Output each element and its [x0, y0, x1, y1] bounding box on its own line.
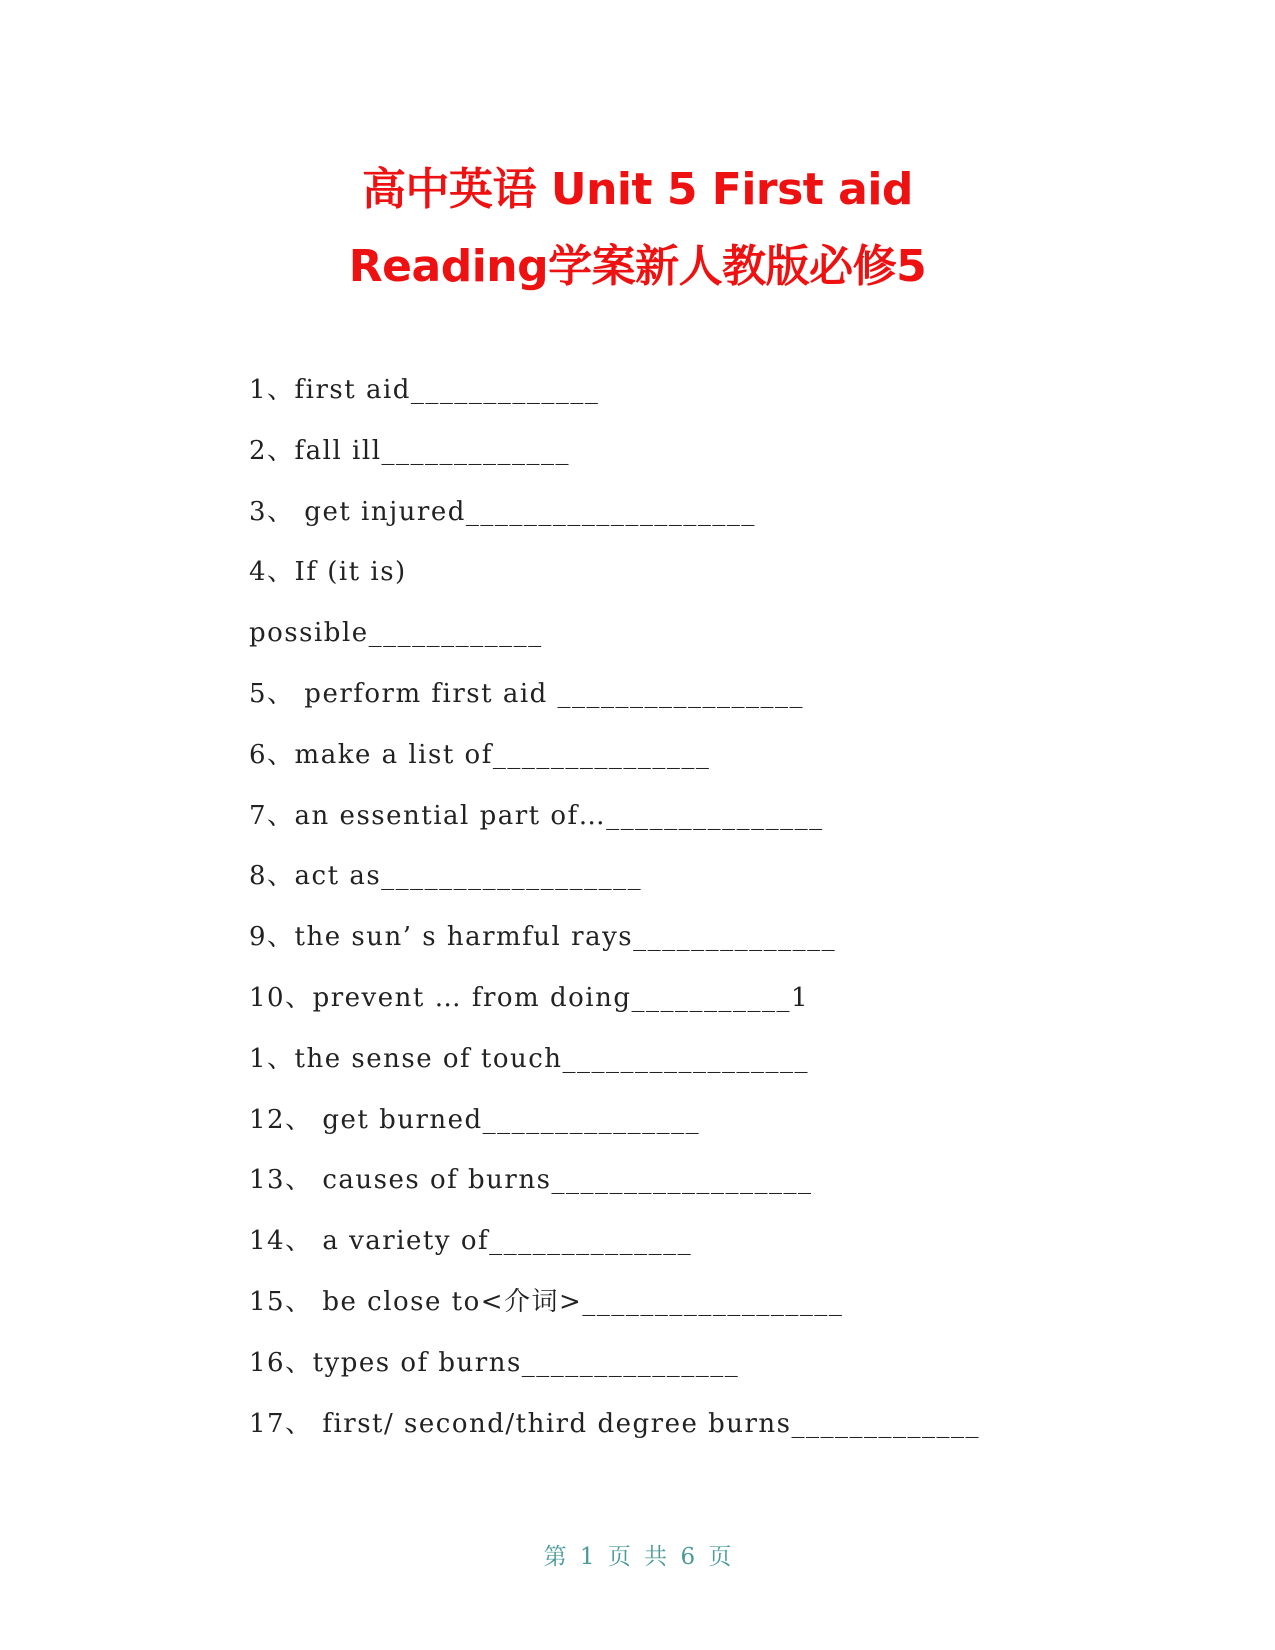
exercise-item: 1、the sense of touch_________________: [249, 1043, 810, 1074]
page-footer: 第 1 页 共 6 页: [543, 1544, 732, 1570]
exercise-item: 6、make a list of_______________: [249, 739, 711, 770]
exercise-item: 9、the sun’ s harmful rays______________: [249, 922, 837, 953]
exercise-list: [249, 374, 980, 1468]
exercise-item: 17、 first/ second/third degree burns_____________: [249, 1408, 981, 1439]
exercise-item: 5、 perform first aid _________________: [249, 678, 805, 709]
exercise-item: 10、prevent … from doing___________1: [249, 982, 810, 1013]
exercise-item: possible____________: [249, 618, 543, 649]
document-title-line-1: 高中英语 Unit 5 First aid: [362, 164, 913, 215]
exercise-item: 2、fall ill_____________: [249, 435, 571, 466]
exercise-item: 12、 get burned_______________: [249, 1104, 701, 1135]
exercise-item: 3、 get injured____________________: [249, 496, 756, 527]
exercise-item: 8、act as__________________: [249, 861, 643, 892]
exercise-item: 13、 causes of burns__________________: [249, 1165, 813, 1196]
exercise-item: 1、first aid_____________: [249, 375, 600, 405]
exercise-item: 15、 be close to<介词>__________________: [249, 1286, 844, 1317]
exercise-item: 4、If (it is): [249, 557, 407, 588]
exercise-item: 14、 a variety of______________: [249, 1226, 693, 1257]
exercise-item: 16、types of burns_______________: [249, 1347, 740, 1378]
document-title-line-2: Reading学案新人教版必修5: [348, 241, 927, 292]
exercise-item: 7、an essential part of…_______________: [249, 800, 824, 831]
